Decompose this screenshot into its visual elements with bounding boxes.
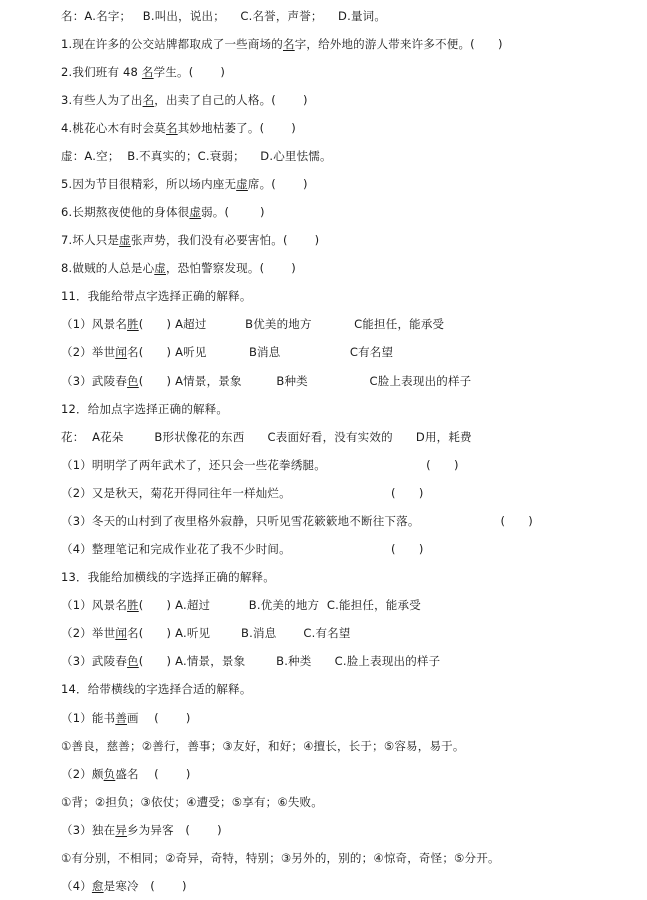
- text-run: （2）颇: [61, 767, 104, 781]
- question-line: [61, 539, 424, 559]
- underlined-char: 虚: [119, 233, 131, 247]
- underlined-char: 异: [115, 823, 128, 837]
- text-run: 6.长期熬夜使他的身体很: [61, 205, 190, 219]
- text-run: （1）风景名: [61, 598, 128, 612]
- underlined-char: 名: [282, 37, 295, 51]
- text-run: ( ) A情景，景象 B种类 C脸上表现出的样子: [138, 374, 472, 388]
- text-run: 名( ) A听见 B消息 C有名望: [127, 345, 394, 359]
- text-run: 学生。( ): [153, 65, 226, 79]
- question-line: [61, 820, 222, 840]
- question-line: [61, 34, 503, 54]
- question-line: [61, 764, 191, 784]
- question-line: [61, 651, 440, 671]
- text-run: （4）: [61, 879, 92, 893]
- underlined-char: 虚: [189, 205, 202, 219]
- underlined-char: 胜: [127, 317, 139, 331]
- text-run: 3.有些人为了出: [61, 93, 143, 107]
- underlined-char: 胜: [127, 598, 139, 612]
- question-line: [61, 202, 265, 222]
- question-line: [61, 230, 319, 250]
- text-run: 名( ) A.听见 B.消息 C.有名望: [127, 626, 351, 640]
- text-run: 席。( ): [247, 177, 308, 191]
- text-run: ( ) A.超过 B.优美的地方 C.能担任，能承受: [138, 598, 421, 612]
- text-run: 4.桃花心木有时会莫: [61, 121, 166, 135]
- question-line: [61, 876, 187, 896]
- question-line: [61, 174, 308, 194]
- underlined-char: 色: [127, 654, 139, 668]
- section-heading: [61, 567, 275, 587]
- text-run: （4）整理笔记和完成作业花了我不少时间。 ( ): [61, 542, 424, 556]
- question-line: [61, 455, 459, 475]
- question-line: [61, 314, 444, 334]
- text-run: 虚：A.空； B.不真实的；C.衰弱； D.心里怯懦。: [61, 149, 332, 163]
- text-run: （3）独在: [61, 823, 116, 837]
- text-run: 名：A.名字； B.叫出，说出； C.名誉，声誉； D.量词。: [61, 9, 387, 23]
- text-run: 2.我们班有 48: [61, 65, 142, 79]
- underlined-char: 愈: [91, 879, 104, 893]
- underlined-char: 色: [127, 374, 139, 388]
- text-run: （3）武陵春: [61, 374, 128, 388]
- text-run: （2）举世: [61, 345, 116, 359]
- options-line: [61, 792, 323, 812]
- text-run: （1）能书: [61, 711, 116, 725]
- question-line: [61, 90, 308, 110]
- text-run: （1）风景名: [61, 317, 128, 331]
- text-run: ①善良，慈善；②善行，善事；③友好，和好；④擅长，长于；⑤容易，易于。: [61, 739, 465, 753]
- text-run: ①有分别，不相同；②奇异，奇特，特别；③另外的，别的；④惊奇，奇怪；⑤分开。: [61, 851, 500, 865]
- section-heading: [61, 286, 252, 306]
- text-run: 8.做贼的人总是心: [61, 261, 155, 275]
- text-run: （2）又是秋天，菊花开得同往年一样灿烂。 ( ): [61, 486, 424, 500]
- text-run: （3）武陵春: [61, 654, 128, 668]
- underlined-char: 善: [115, 711, 128, 725]
- text-run: （3）冬天的山村到了夜里格外寂静，只听见雪花簌簌地不断往下落。 ( ): [61, 514, 533, 528]
- question-line: [61, 708, 191, 728]
- text-run: 7.坏人只是: [61, 233, 120, 247]
- text-run: 张声势，我们没有必要害怕。( ): [130, 233, 320, 247]
- text-run: 5.因为节目很精彩，所以场内座无: [61, 177, 237, 191]
- text-run: 盛名 ( ): [115, 767, 191, 781]
- underlined-char: 名: [142, 93, 155, 107]
- underlined-char: 名: [141, 65, 154, 79]
- text-run: 画 ( ): [127, 711, 191, 725]
- underlined-char: 名: [165, 121, 178, 135]
- underlined-char: 闻: [115, 345, 128, 359]
- options-line: [61, 736, 465, 756]
- text-run: 其妙地枯萎了。( ): [177, 121, 296, 135]
- text-run: （2）举世: [61, 626, 116, 640]
- question-line: [61, 623, 351, 643]
- text-run: 11．我能给带点字选择正确的解释。: [61, 289, 252, 303]
- text-run: ( ) A超过 B优美的地方 C能担任，能承受: [138, 317, 445, 331]
- text-run: 乡为异客 ( ): [127, 823, 222, 837]
- text-run: （1）明明学了两年武术了，还只会一些花拳绣腿。 ( ): [61, 458, 459, 472]
- question-line: [61, 342, 393, 362]
- question-line: [61, 595, 421, 615]
- text-run: 是寒冷 ( ): [103, 879, 187, 893]
- question-line: [61, 511, 533, 531]
- underlined-char: 闻: [115, 626, 128, 640]
- text-run: 13．我能给加横线的字选择正确的解释。: [61, 570, 275, 584]
- text-run: 花： A花朵 B形状像花的东西 C表面好看，没有实效的 D用，耗费: [61, 430, 472, 444]
- definition-line: [61, 146, 332, 166]
- question-line: [61, 258, 296, 278]
- section-heading: [61, 679, 252, 699]
- text-run: 12．给加点字选择正确的解释。: [61, 402, 229, 416]
- underlined-char: 虚: [236, 177, 248, 191]
- underlined-char: 虚: [154, 261, 166, 275]
- underlined-char: 负: [103, 767, 116, 781]
- text-run: ，出卖了自己的人格。( ): [154, 93, 308, 107]
- definition-line: [61, 6, 386, 26]
- text-run: 1.现在许多的公交站牌都取成了一些商场的: [61, 37, 283, 51]
- text-run: ，恐怕警察发现。( ): [165, 261, 296, 275]
- text-run: 14．给带横线的字选择合适的解释。: [61, 682, 252, 696]
- text-run: 弱。( ): [201, 205, 265, 219]
- text-run: ①背；②担负；③依仗；④遭受；⑤享有；⑥失败。: [61, 795, 323, 809]
- question-line: [61, 118, 296, 138]
- definition-line: [61, 427, 472, 447]
- question-line: [61, 62, 225, 82]
- text-run: ( ) A.情景，景象 B.种类 C.脸上表现出的样子: [138, 654, 441, 668]
- section-heading: [61, 399, 228, 419]
- question-line: [61, 371, 471, 391]
- text-run: 字，给外地的游人带来许多不便。( ): [294, 37, 503, 51]
- question-line: [61, 483, 424, 503]
- options-line: [61, 848, 500, 868]
